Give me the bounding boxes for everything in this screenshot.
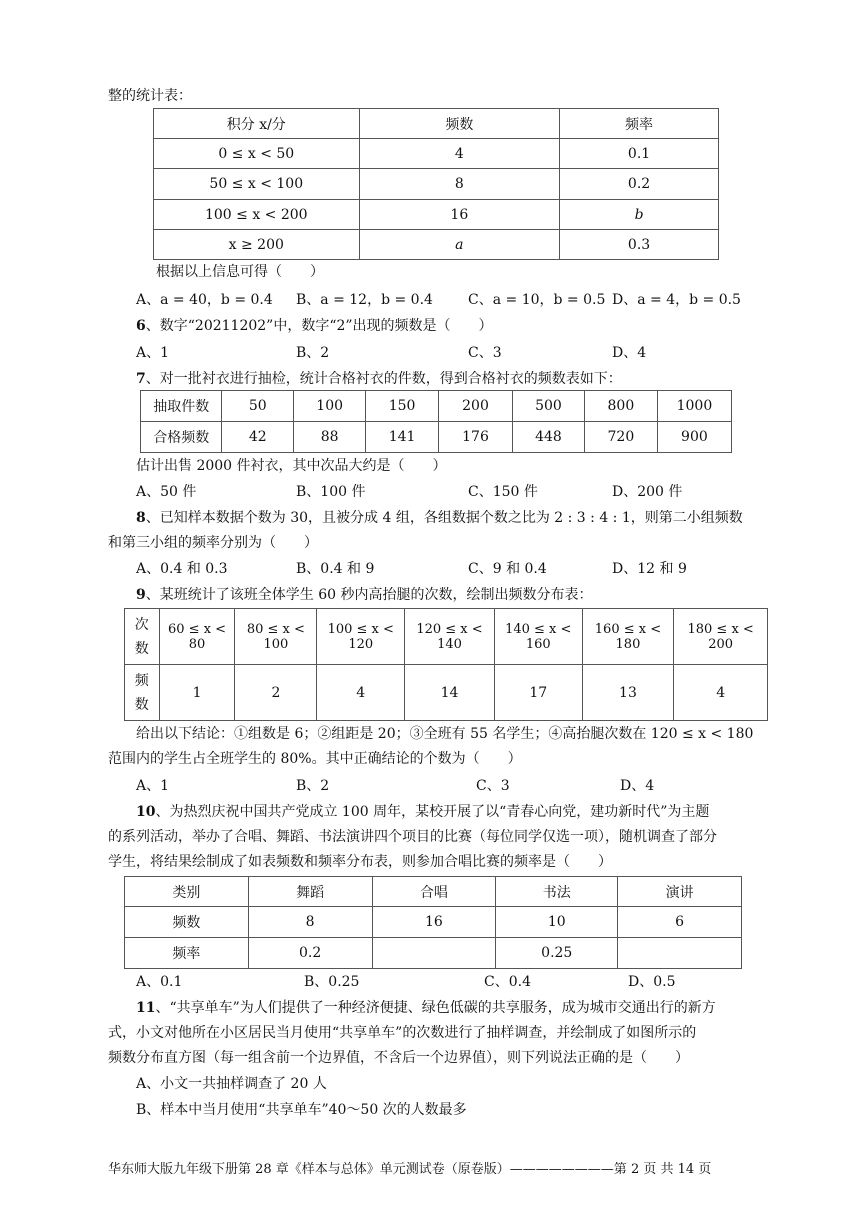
q8-stem-line1 xyxy=(136,508,743,528)
table-cell: 176 xyxy=(439,422,513,453)
cell-text: 次数 xyxy=(134,616,149,657)
table-cell: 8 xyxy=(359,169,560,200)
table-cell: 0.2 xyxy=(248,938,372,969)
table-cell: 13 xyxy=(582,665,674,721)
header-cell: 频数 xyxy=(359,109,560,139)
question-number: 11 xyxy=(136,1000,156,1016)
table-cell: 频数 xyxy=(125,907,249,938)
table-cell: 80 ≤ x < 100 xyxy=(235,609,317,665)
cell-text: 频数 xyxy=(134,672,149,713)
q8-option-a: A、0.4 和 0.3 xyxy=(136,561,228,577)
header-cell: 积分 x/分 xyxy=(154,109,360,139)
table-cell: 1000 xyxy=(657,391,731,422)
question-text: 、“共享单车”为人们提供了一种经济便捷、绿色低碳的共享服务，成为城市交通出行的新方 xyxy=(155,1000,716,1016)
q7-option-a: A、50 件 xyxy=(136,484,197,500)
question-number: 7 xyxy=(136,371,146,387)
q11-stem-line1 xyxy=(136,998,716,1018)
table-cell: 42 xyxy=(222,422,294,453)
contest-frequency-table xyxy=(124,876,742,969)
q5-stem: 根据以上信息可得（ ） xyxy=(156,264,324,280)
table-cell: 10 xyxy=(496,907,618,938)
q9-stem xyxy=(136,585,592,605)
high-knee-frequency-table xyxy=(124,608,768,721)
table-cell: x ≥ 200 xyxy=(154,230,360,260)
table-cell: 150 xyxy=(366,391,439,422)
q7-option-d: D、200 件 xyxy=(612,484,683,500)
shirt-inspection-table xyxy=(140,390,732,453)
score-frequency-table xyxy=(153,108,719,260)
table-cell: 0.1 xyxy=(560,139,719,169)
q8-option-b: B、0.4 和 9 xyxy=(296,561,375,577)
table-cell: 4 xyxy=(359,139,560,169)
question-number: 6 xyxy=(136,318,146,334)
question-text: 、对一批衬衣进行抽检，统计合格衬衣的件数，得到合格衬衣的频数表如下： xyxy=(145,371,622,387)
q8-option-d: D、12 和 9 xyxy=(612,561,687,577)
table-cell: 100 ≤ x < 120 xyxy=(317,609,405,665)
table-row xyxy=(125,877,742,907)
q11-stem-line2: 式，小文对他所在小区居民当月使用“共享单车”的次数进行了抽样调查，并绘制成了如图所示的 xyxy=(108,1025,697,1041)
q11-option-a: A、小文一共抽样调查了 20 人 xyxy=(136,1076,327,1092)
table-cell: b xyxy=(560,200,719,230)
question-text: 、数字“20211202”中，数字“2”出现的频数是（ ） xyxy=(145,318,493,334)
table-cell: a xyxy=(359,230,560,260)
table-cell: 合唱 xyxy=(372,877,496,907)
q9-conclusions-line2: 范围内的学生占全班学生的 80%。其中正确结论的个数为（ ） xyxy=(108,751,522,767)
table-cell: 50 ≤ x < 100 xyxy=(154,169,360,200)
table-cell: 0 ≤ x < 50 xyxy=(154,139,360,169)
table-cell: 141 xyxy=(366,422,439,453)
question-text: 、某班统计了该班全体学生 60 秒内高抬腿的次数，绘制出频数分布表： xyxy=(145,587,593,603)
table-cell: 4 xyxy=(674,665,768,721)
question-number: 10 xyxy=(136,804,156,820)
q11-option-b: B、样本中当月使用“共享单车”40～50 次的人数最多 xyxy=(136,1102,467,1118)
question-number: 9 xyxy=(136,587,146,603)
q7-after: 估计出售 2000 件衬衣，其中次品大约是（ ） xyxy=(136,458,447,474)
q9-option-d: D、4 xyxy=(620,778,655,794)
table-cell: 16 xyxy=(359,200,560,230)
question-text: 、已知样本数据个数为 30，且被分成 4 组，各组数据个数之比为 2 : 3 : 4 : 1，则第二小组频数 xyxy=(145,510,743,526)
table-row xyxy=(125,665,768,721)
table-cell: 14 xyxy=(405,665,495,721)
table-row xyxy=(154,169,719,200)
q6-option-b: B、2 xyxy=(296,345,330,361)
q10-option-a: A、0.1 xyxy=(136,974,183,990)
q10-stem-line2: 的系列活动，举办了合唱、舞蹈、书法演讲四个项目的比赛（每位同学仅选一项），随机调查了部分 xyxy=(108,829,717,845)
q7-stem xyxy=(136,369,622,389)
q7-option-b: B、100 件 xyxy=(296,484,366,500)
q9-option-a: A、1 xyxy=(136,778,170,794)
table-cell: 2 xyxy=(235,665,317,721)
table-cell: 类别 xyxy=(125,877,249,907)
table-cell: 720 xyxy=(584,422,657,453)
q5-option-d: D、a = 4，b = 0.5 xyxy=(612,292,741,308)
table-cell: 舞蹈 xyxy=(248,877,372,907)
q6-option-a: A、1 xyxy=(136,345,170,361)
table-cell: 6 xyxy=(618,907,742,938)
table-cell: 书法 xyxy=(496,877,618,907)
table-cell: 0.25 xyxy=(496,938,618,969)
question-number: 8 xyxy=(136,510,146,526)
q5-option-c: C、a = 10，b = 0.5 xyxy=(468,292,606,308)
table-cell xyxy=(618,938,742,969)
table-row xyxy=(141,422,732,453)
q11-stem-line3: 频数分布直方图（每一组含前一个边界值，不含后一个边界值），则下列说法正确的是（ ） xyxy=(108,1050,689,1066)
table-cell: 100 ≤ x < 200 xyxy=(154,200,360,230)
table-cell: 1 xyxy=(159,665,235,721)
question-text: 、为热烈庆祝中国共产党成立 100 周年，某校开展了以“青春心向党，建功新时代”为主题 xyxy=(155,804,710,820)
table-row xyxy=(154,139,719,169)
table-row xyxy=(141,391,732,422)
table-cell: 0.2 xyxy=(560,169,719,200)
table-cell: 900 xyxy=(657,422,731,453)
table-cell xyxy=(125,665,160,721)
table-cell: 200 xyxy=(439,391,513,422)
page-footer: 华东师大版九年级下册第 28 章《样本与总体》单元测试卷（原卷版）————————第 2 页 共 14 页 xyxy=(108,1162,712,1177)
table-row xyxy=(125,609,768,665)
table-row xyxy=(125,907,742,938)
table-cell: 500 xyxy=(512,391,584,422)
q10-stem-line1 xyxy=(136,802,709,822)
q10-stem-line3: 学生，将结果绘制成了如表频数和频率分布表，则参加合唱比赛的频率是（ ） xyxy=(108,854,612,870)
table-row xyxy=(125,938,742,969)
q8-stem-line2: 和第三小组的频率分别为（ ） xyxy=(108,535,318,551)
table-cell: 16 xyxy=(372,907,496,938)
table-cell: 140 ≤ x < 160 xyxy=(494,609,582,665)
table-cell: 88 xyxy=(294,422,366,453)
q9-option-b: B、2 xyxy=(296,778,330,794)
table-row xyxy=(154,230,719,260)
q5-option-b: B、a = 12，b = 0.4 xyxy=(296,292,433,308)
table-row xyxy=(154,200,719,230)
table-cell: 448 xyxy=(512,422,584,453)
q10-option-b: B、0.25 xyxy=(304,974,360,990)
table-cell: 160 ≤ x < 180 xyxy=(582,609,674,665)
table-cell xyxy=(125,609,160,665)
intro-text: 整的统计表： xyxy=(108,88,192,104)
table-cell: 120 ≤ x < 140 xyxy=(405,609,495,665)
q10-option-d: D、0.5 xyxy=(628,974,676,990)
q7-option-c: C、150 件 xyxy=(468,484,538,500)
table-cell: 演讲 xyxy=(618,877,742,907)
table-cell: 60 ≤ x < 80 xyxy=(159,609,235,665)
header-cell: 频率 xyxy=(560,109,719,139)
table-header-row xyxy=(154,109,719,139)
table-cell: 合格频数 xyxy=(141,422,222,453)
q5-option-a: A、a = 40，b = 0.4 xyxy=(136,292,273,308)
q9-conclusions-line1: 给出以下结论：①组数是 6；②组距是 20；③全班有 55 名学生；④高抬腿次数在 120 ≤ x < 180 xyxy=(136,726,754,742)
table-cell: 0.3 xyxy=(560,230,719,260)
table-cell: 频率 xyxy=(125,938,249,969)
table-cell: 8 xyxy=(248,907,372,938)
q6-stem xyxy=(136,316,493,336)
table-cell: 4 xyxy=(317,665,405,721)
table-cell: 抽取件数 xyxy=(141,391,222,422)
table-cell: 800 xyxy=(584,391,657,422)
table-cell xyxy=(372,938,496,969)
q9-option-c: C、3 xyxy=(476,778,510,794)
table-cell: 100 xyxy=(294,391,366,422)
q6-option-c: C、3 xyxy=(468,345,502,361)
table-cell: 50 xyxy=(222,391,294,422)
q10-option-c: C、0.4 xyxy=(484,974,531,990)
table-cell: 17 xyxy=(494,665,582,721)
table-cell: 180 ≤ x < 200 xyxy=(674,609,768,665)
q6-option-d: D、4 xyxy=(612,345,647,361)
q8-option-c: C、9 和 0.4 xyxy=(468,561,547,577)
